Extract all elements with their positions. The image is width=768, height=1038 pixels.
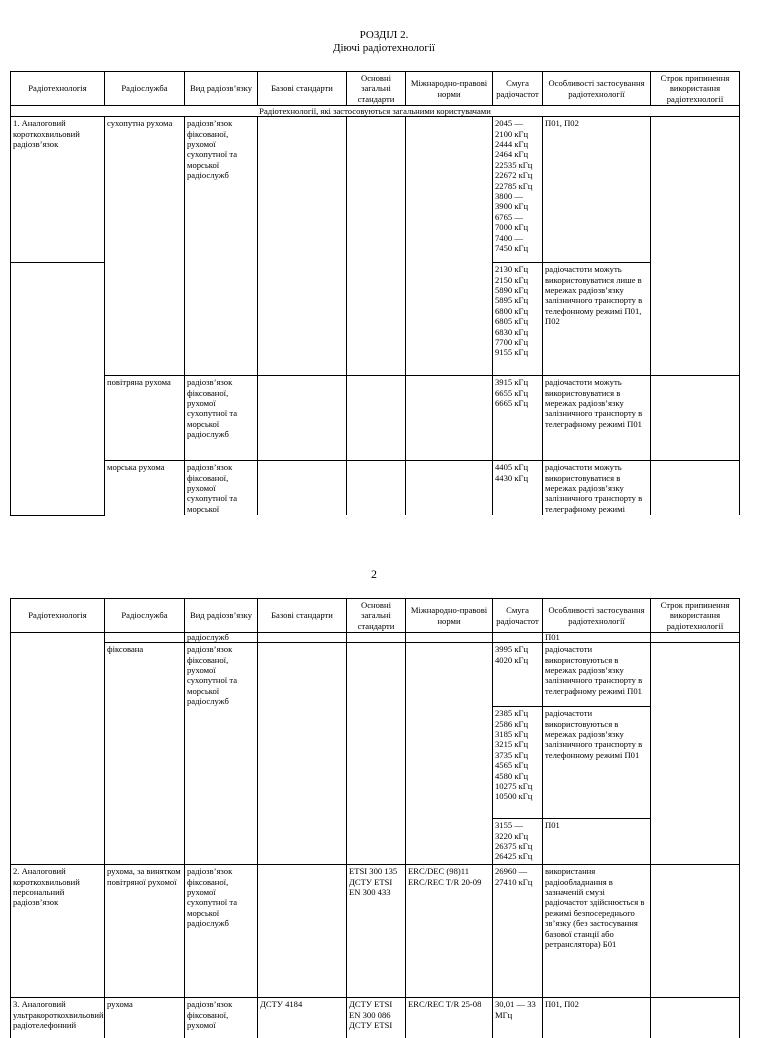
air-main-std	[347, 376, 406, 461]
land-service: сухопутна рухома	[105, 117, 185, 376]
header-service: Радіослужба	[105, 72, 185, 106]
radiotech-table-page1	[10, 71, 740, 516]
fixed-features-b: радіочастоти використовуються в мережах радіозв’язку залізничного транспорту в телефонному режимі П01	[543, 707, 651, 819]
tech2-base-std	[258, 865, 347, 998]
section-subtitle: Діючі радіотехнології	[333, 42, 435, 54]
tech2-bands: 26960 — 27410 кГц	[493, 865, 543, 998]
fixed-intl-norms	[406, 643, 493, 865]
header-features: Особливості застосування радіотехнології	[543, 72, 651, 106]
tech3-main-std: ДСТУ ETSI EN 300 086 ДСТУ ETSI	[347, 998, 406, 1038]
fixed-base-std	[258, 643, 347, 865]
tech3-name: 3. Аналоговий ультракороткохвильовий радіотелефонний	[11, 998, 105, 1038]
table-row	[11, 117, 740, 263]
header-main-std: Основні загальні стандарти	[347, 599, 406, 633]
land-bands-b: 2130 кГц 2150 кГц 5890 кГц 5895 кГц 6800 кГц 6805 кГц 6830 кГц 7700 кГц 9155 кГц	[493, 263, 543, 376]
sea-term	[651, 461, 740, 516]
air-base-std	[258, 376, 347, 461]
tech3-comm-type: радіозв’язок фіксованої, рухомої	[185, 998, 258, 1038]
land-intl-norms	[406, 117, 493, 376]
tech2-features: використання радіообладнання в зазначеній смузі радіочастот здійснюється в режимі безпосереднього зв’язку (без застосування базової станції або ретранслятора) Б01	[543, 865, 651, 998]
land-features-a: П01, П02	[543, 117, 651, 263]
cont-comm-type: радіослужб	[185, 633, 258, 643]
header-intl-norms: Міжнародно-правові норми	[406, 599, 493, 633]
land-features-b: радіочастоти можуть використовуватися лише в мережах радіозв’язку залізничного транспорту в телефонному режимі П01, П02	[543, 263, 651, 376]
table-row	[11, 633, 740, 643]
sea-base-std	[258, 461, 347, 516]
land-base-std	[258, 117, 347, 376]
sea-features: радіочастоти можуть використовуватися в мережах радіозв’язку залізничного транспорту в телеграфному режимі	[543, 461, 651, 516]
table-row	[11, 643, 740, 707]
tech2-main-std: ETSI 300 135 ДСТУ ETSI EN 300 433	[347, 865, 406, 998]
tech2-term	[651, 865, 740, 998]
header-radiotech: Радіотехнологія	[11, 599, 105, 633]
tech1-name: 1. Аналоговий короткохвильовий радіозв’язок	[11, 117, 105, 263]
radiotech-table-page2	[10, 598, 740, 1038]
header-features: Особливості застосування радіотехнології	[543, 599, 651, 633]
cont-bands	[493, 633, 543, 643]
tech2-name: 2. Аналоговий короткохвильовий персональний радіозв’язок	[11, 865, 105, 998]
sea-bands: 4405 кГц 4430 кГц	[493, 461, 543, 516]
tech2-intl-norms: ERC/DEC (98)11 ERC/REC T/R 20-09	[406, 865, 493, 998]
land-comm-type: радіозв’язок фіксованої, рухомої сухопутної та морської радіослужб	[185, 117, 258, 376]
tech3-intl-norms: ERC/REC T/R 25-08	[406, 998, 493, 1038]
header-base-std: Базові стандарти	[258, 599, 347, 633]
table-row	[11, 865, 740, 998]
page-number: 2	[371, 567, 377, 581]
table-header-row	[11, 72, 740, 106]
tech2-service: рухома, за винятком повітряної рухомої	[105, 865, 185, 998]
fixed-comm-type: радіозв’язок фіксованої, рухомої сухопутної та морської радіослужб	[185, 643, 258, 865]
air-term	[651, 376, 740, 461]
land-term	[651, 117, 740, 376]
sea-service: морська рухома	[105, 461, 185, 516]
air-bands: 3915 кГц 6655 кГц 6665 кГц	[493, 376, 543, 461]
cont-term	[651, 633, 740, 643]
table-row	[11, 461, 740, 516]
fixed-bands-a: 3995 кГц 4020 кГц	[493, 643, 543, 707]
tech2-comm-type: радіозв’язок фіксованої, рухомої сухопутної та морської радіослужб	[185, 865, 258, 998]
header-band: Смуга радіочастот	[493, 72, 543, 106]
tech1-name-cont	[11, 263, 105, 516]
cont-base-std	[258, 633, 347, 643]
air-features: радіочастоти можуть використовуватися в мережах радіозв’язку залізничного транспорту в телеграфному режимі П01	[543, 376, 651, 461]
fixed-main-std	[347, 643, 406, 865]
fixed-bands-c: 3155 — 3220 кГц 26375 кГц 26425 кГц	[493, 819, 543, 865]
air-intl-norms	[406, 376, 493, 461]
air-service: повітряна рухома	[105, 376, 185, 461]
fixed-features-c: П01	[543, 819, 651, 865]
header-comm-type: Вид радіозв’язку	[185, 599, 258, 633]
fixed-service: фіксована	[105, 643, 185, 865]
tech3-base-std: ДСТУ 4184	[258, 998, 347, 1038]
table-row	[11, 376, 740, 461]
sea-comm-type: радіозв’язок фіксованої, рухомої сухопутної та морської	[185, 461, 258, 516]
tech3-service: рухома	[105, 998, 185, 1038]
header-intl-norms: Міжнародно-правові норми	[406, 72, 493, 106]
header-radiotech: Радіотехнологія	[11, 72, 105, 106]
section-title: РОЗДІЛ 2.	[359, 29, 409, 41]
header-main-std: Основні загальні стандарти	[347, 72, 406, 106]
table-row	[11, 998, 740, 1038]
table-header-row	[11, 599, 740, 633]
sea-main-std	[347, 461, 406, 516]
group-row-label: Радіотехнології, які застосовуються загальними користувачами	[11, 106, 740, 117]
cont-intl-norms	[406, 633, 493, 643]
header-comm-type: Вид радіозв’язку	[185, 72, 258, 106]
land-bands-a: 2045 — 2100 кГц 2444 кГц 2464 кГц 22535 кГц 22672 кГц 22785 кГц 3800 — 3900 кГц 6765 — 7000 кГц 7400 — 7450 кГц	[493, 117, 543, 263]
header-base-std: Базові стандарти	[258, 72, 347, 106]
cont-service	[105, 633, 185, 643]
fixed-features-a: радіочастоти використовуються в мережах радіозв’язку залізничного транспорту в телеграфному режимі П01	[543, 643, 651, 707]
tech3-features: П01, П02	[543, 998, 651, 1038]
group-row	[11, 106, 740, 117]
cont-main-std	[347, 633, 406, 643]
fixed-bands-b: 2385 кГц 2586 кГц 3185 кГц 3215 кГц 3735 кГц 4565 кГц 4580 кГц 10275 кГц 10500 кГц	[493, 707, 543, 819]
header-band: Смуга радіочастот	[493, 599, 543, 633]
tech3-bands: 30,01 — 33 МГц	[493, 998, 543, 1038]
header-term: Строк припинення використання радіотехнології	[651, 72, 740, 106]
air-comm-type: радіозв’язок фіксованої, рухомої сухопутної та морської радіослужб	[185, 376, 258, 461]
header-term: Строк припинення використання радіотехнології	[651, 599, 740, 633]
sea-intl-norms	[406, 461, 493, 516]
header-service: Радіослужба	[105, 599, 185, 633]
cont-features: П01	[543, 633, 651, 643]
tech3-term	[651, 998, 740, 1038]
fixed-term	[651, 643, 740, 865]
tech1-name-cont	[11, 633, 105, 865]
land-main-std	[347, 117, 406, 376]
